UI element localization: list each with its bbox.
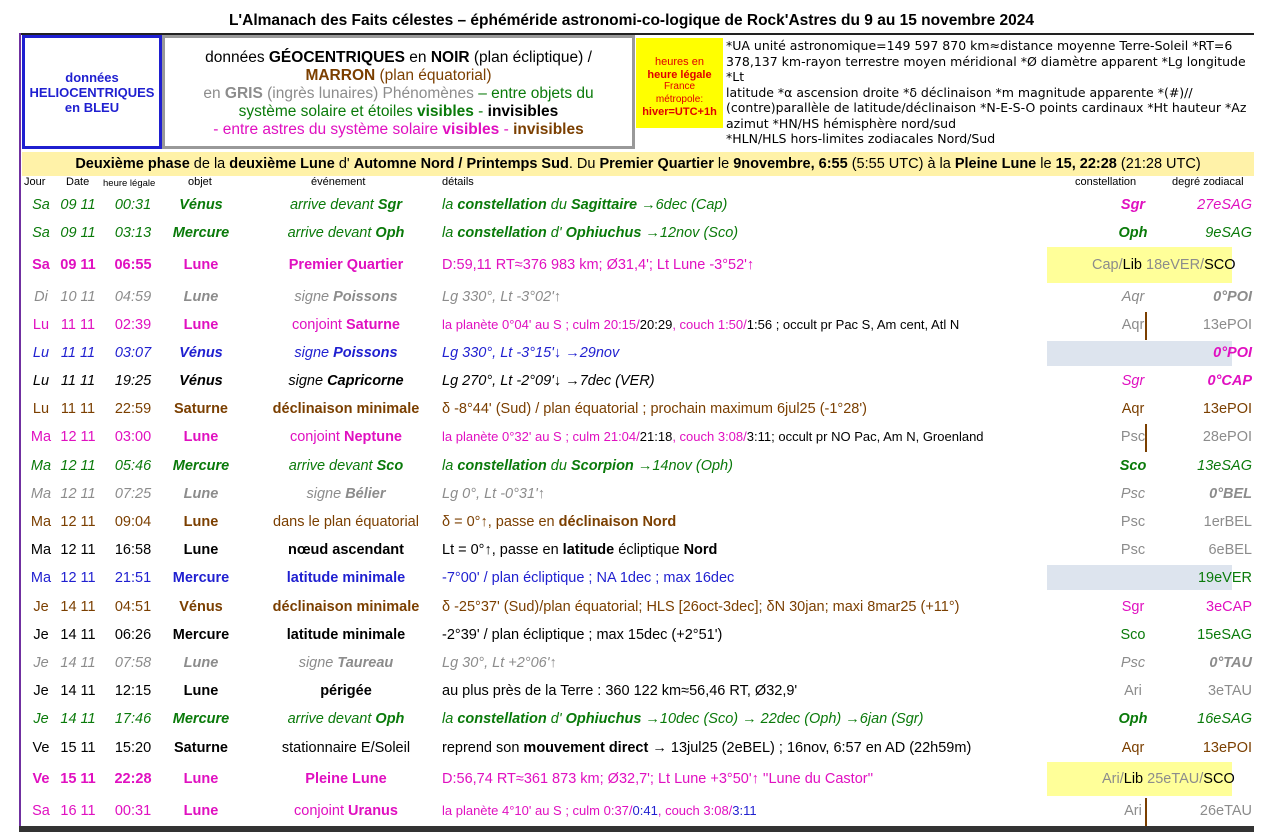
header-heure: heure légale bbox=[103, 178, 156, 189]
heliocentric-box: données HELIOCENTRIQUES en BLEU bbox=[22, 35, 162, 149]
header-details: détails bbox=[442, 176, 474, 188]
bottom-rule bbox=[19, 826, 1254, 832]
header-date: Date bbox=[66, 176, 90, 188]
left-border bbox=[19, 33, 21, 832]
header-evenement: événement bbox=[311, 176, 366, 188]
header-degre: degré zodiacal bbox=[1172, 176, 1244, 188]
page-title: L'Almanach des Faits célestes – éphéméride astronomi-co-logique de Rock'Astres du 9 au 15 novembre 2024 bbox=[228, 12, 1035, 29]
legal-time-box: heures en heure légale France métropole: hiver=UTC+1h bbox=[636, 38, 723, 128]
abbreviations-legend: *UA unité astronomique=149 597 870 km≈distance moyenne Terre-Soleil *RT=6 378,137 km-rayon terrestre moyen méridional *Ø diamètre apparent *Lg longitude *Lt latitude *α ascension droite *δ déclinaison *m magnitude apparente *(#)// (contre)parallèle de latitude/déclinaison *N-E-S-O points cardinaux *Ht hauteur *Az azimut *HN/HS hémisphère nord/sud *HLN/HLS hors-limites zodiacales Nord/Sud bbox=[726, 38, 1247, 146]
geocentric-legend-box: données GÉOCENTRIQUES en NOIR (plan écliptique) / MARRON (plan équatorial) en GRIS (ingrès lunaires) Phénomènes – entre objets du système solaire et étoiles visibles - invisibles - entre astres du système solaire visibles - invisibles bbox=[162, 35, 635, 149]
header-jour: Jour bbox=[24, 176, 46, 188]
header-constellation: constellation bbox=[1075, 176, 1137, 188]
lunar-phase-banner: Deuxième phase de la deuxième Lune d' Automne Nord / Printemps Sud. Du Premier Quartier le 9novembre, 6:55 (5:55 UTC) à la Pleine Lune le 15, 22:28 (21:28 UTC) bbox=[22, 152, 1254, 176]
header-objet: objet bbox=[188, 176, 212, 188]
